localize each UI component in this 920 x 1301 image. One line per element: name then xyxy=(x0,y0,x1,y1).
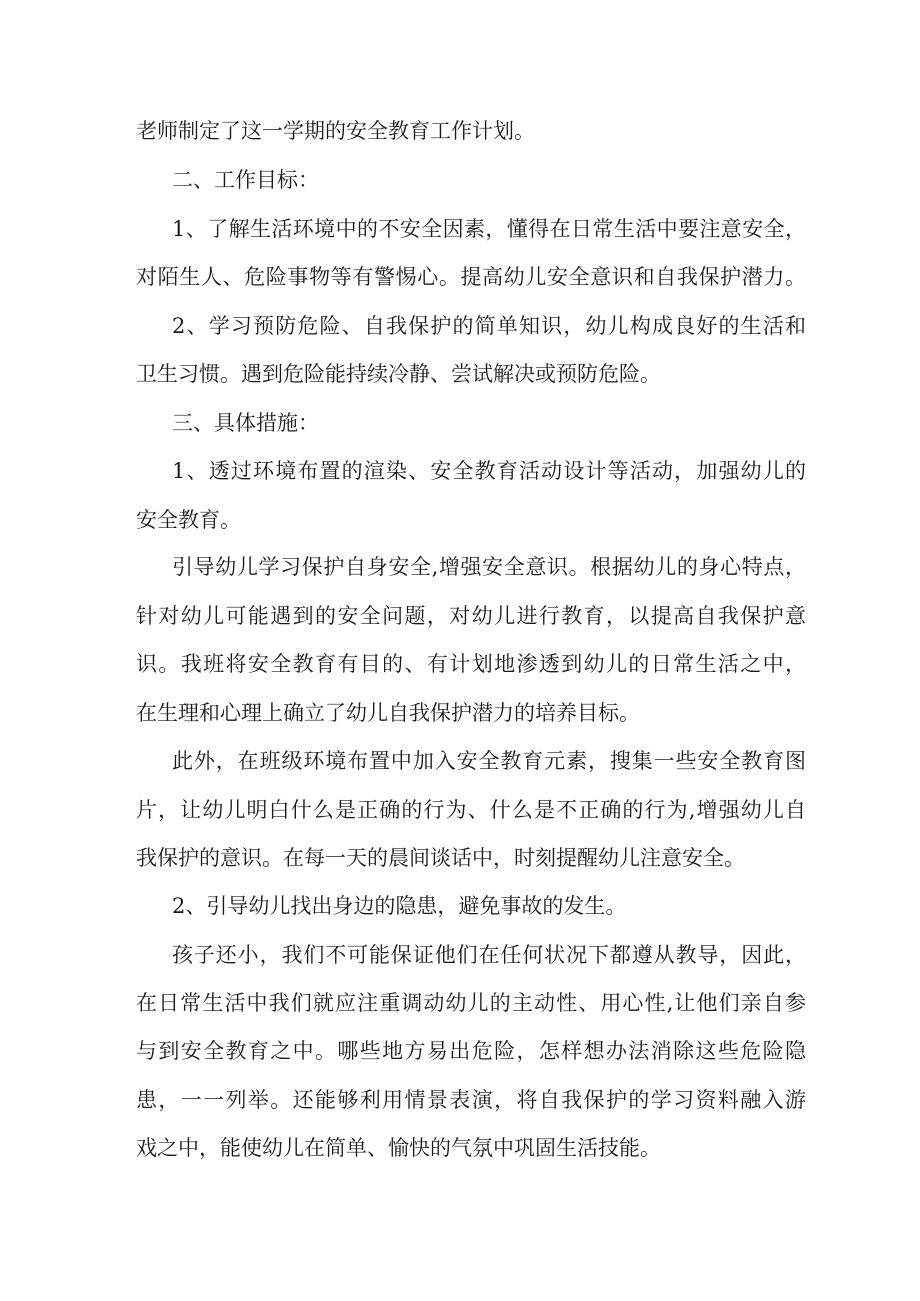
text-line: 戏之中，能使幼儿在简单、愉快的气氛中巩固生活技能。 xyxy=(136,1136,661,1160)
text-line: 此外，在班级环境布置中加入安全教育元素，搜集一些安全教育图 xyxy=(172,749,806,773)
text-line: 对陌生人、危险事物等有警惕心。提高幼儿安全意识和自我保护潜力。 xyxy=(136,265,806,289)
text-line: 识。我班将安全教育有目的、有计划地渗透到幼儿的日常生活之中， xyxy=(136,652,806,676)
text-line: 针对幼儿可能遇到的安全问题，对幼儿进行教育，以提高自我保护意 xyxy=(136,604,806,628)
text-line: 2、引导幼儿找出身边的隐患，避免事故的发生。 xyxy=(172,894,627,918)
text-line: 在日常生活中我们就应注重调动幼儿的主动性、用心性,让他们亲自参 xyxy=(136,991,806,1015)
text-line: 片，让幼儿明白什么是正确的行为、什么是不正确的行为,增强幼儿自 xyxy=(136,798,806,822)
section-heading: 三、具体措施： xyxy=(172,411,319,435)
text-line: 1、透过环境布置的渲染、安全教育活动设计等活动，加强幼儿的 xyxy=(172,459,806,483)
text-line: 我保护的意识。在每一天的晨间谈话中，时刻提醒幼儿注意安全。 xyxy=(136,846,745,870)
section-heading: 二、工作目标： xyxy=(172,168,319,192)
text-line: 卫生习惯。遇到危险能持续冷静、尝试解决或预防危险。 xyxy=(136,362,661,386)
text-line: 2、学习预防危险、自我保护的简单知识，幼儿构成良好的生活和 xyxy=(172,314,806,338)
text-line: 引导幼儿学习保护自身安全,增强安全意识。根据幼儿的身心特点， xyxy=(172,555,806,579)
text-line: 1、了解生活环境中的不安全因素，懂得在日常生活中要注意安全， xyxy=(172,217,806,241)
text-line: 患，一一列举。还能够利用情景表演，将自我保护的学习资料融入游 xyxy=(136,1088,806,1112)
text-line: 安全教育。 xyxy=(136,508,241,532)
text-line: 在生理和心理上确立了幼儿自我保护潜力的培养目标。 xyxy=(136,701,640,725)
text-line: 老师制定了这一学期的安全教育工作计划。 xyxy=(136,119,535,143)
text-line: 与到安全教育之中。哪些地方易出危险，怎样想办法消除这些危险隐 xyxy=(136,1039,806,1063)
text-line: 孩子还小，我们不可能保证他们在任何状况下都遵从教导，因此， xyxy=(172,943,806,967)
